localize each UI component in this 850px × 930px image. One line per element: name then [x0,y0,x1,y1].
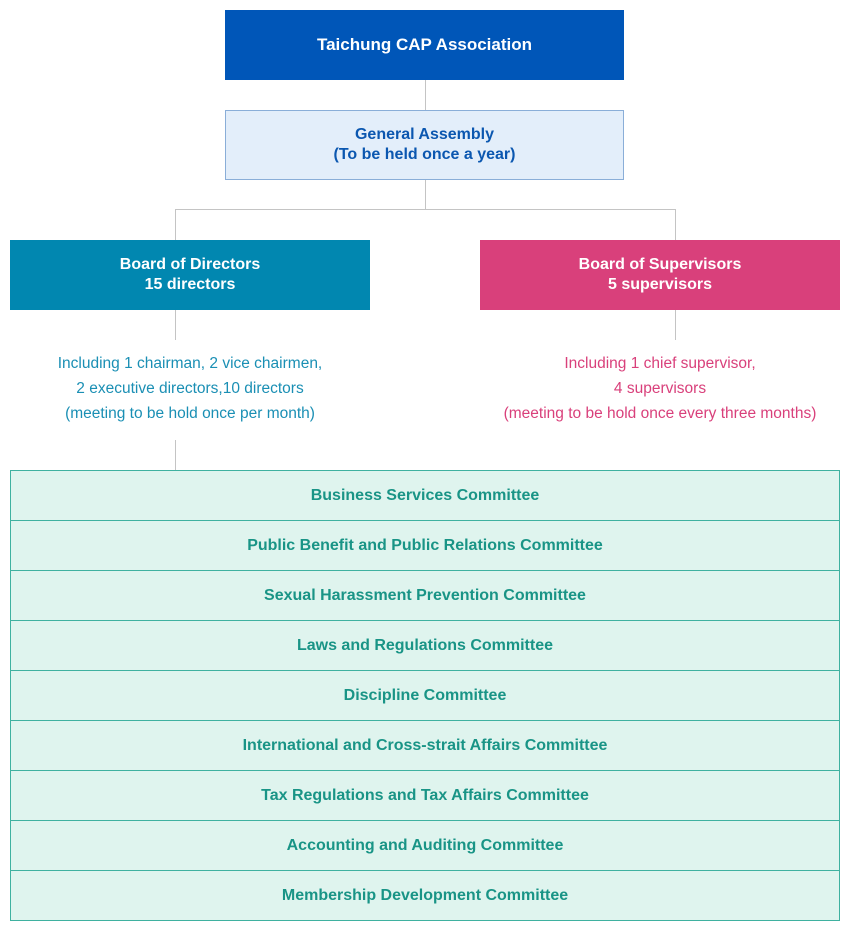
board-of-supervisors-node [480,240,840,310]
directors-note-line: (meeting to be hold once per month) [65,405,315,422]
supervisors-note [470,351,850,426]
connector-assembly-down [425,180,426,210]
committee-item: Membership Development Committee [10,871,840,921]
connector-to-supervisors [675,209,676,240]
connector-directors-note [175,310,176,340]
association-title: Taichung CAP Association [316,35,533,54]
directors-note [10,351,370,426]
connector-to-directors [175,209,176,240]
connector-supervisors-note [675,310,676,340]
supervisors-note-line: Including 1 chief supervisor, [564,355,756,372]
board-of-directors-title: Board of Directors [119,256,261,273]
committee-item: Sexual Harassment Prevention Committee [10,571,840,621]
committee-list [10,470,840,921]
general-assembly-node [225,110,624,180]
board-of-directors-node [10,240,370,310]
association-node [225,10,624,80]
committee-item: Business Services Committee [10,471,840,521]
supervisors-note-line: 4 supervisors [613,380,707,397]
committee-item: International and Cross-strait Affairs Committee [10,721,840,771]
board-of-directors-subtitle: 15 directors [144,276,236,293]
committee-item: Public Benefit and Public Relations Committee [10,521,840,571]
board-of-supervisors-subtitle: 5 supervisors [607,276,713,293]
general-assembly-subtitle: (To be held once a year) [333,146,516,163]
directors-note-line: 2 executive directors,10 directors [76,380,304,397]
connector-horizontal [175,209,676,210]
committee-item: Accounting and Auditing Committee [10,821,840,871]
committee-item: Tax Regulations and Tax Affairs Committee [10,771,840,821]
supervisors-note-line: (meeting to be hold once every three months) [503,405,817,422]
committee-item: Laws and Regulations Committee [10,621,840,671]
connector-root-assembly [425,80,426,110]
directors-note-line: Including 1 chairman, 2 vice chairmen, [57,355,323,372]
connector-note-committees [175,440,176,470]
board-of-supervisors-title: Board of Supervisors [578,256,742,273]
general-assembly-title: General Assembly [354,126,495,143]
committee-item: Discipline Committee [10,671,840,721]
